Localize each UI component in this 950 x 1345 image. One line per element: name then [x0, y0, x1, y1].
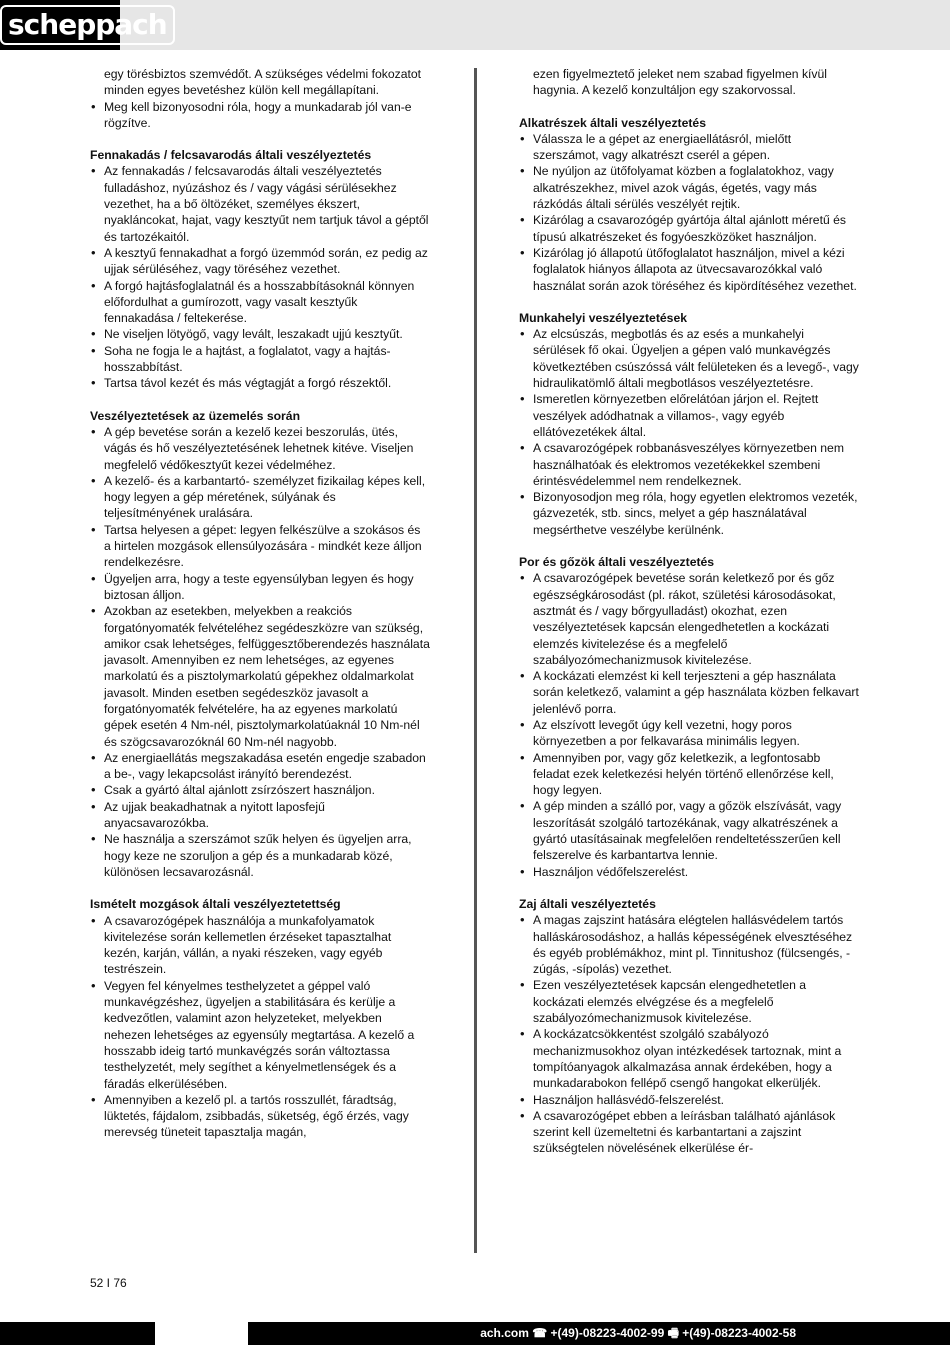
list-item: • A gép bevetése során a kezelő kezei beszorulás, ütés, vágás és hő veszélyeztetésének lehetnek kitéve. Viseljen megfelelő védőkesztyűt kezei védelméhez.	[90, 424, 430, 473]
list-item: • Tartsa távol kezét és más végtagját a forgó részektől.	[90, 375, 430, 391]
list-item: • Ne viseljen lötyögő, vagy levált, leszakadt ujjú kesztyűt.	[90, 326, 430, 342]
bullet-list	[90, 424, 430, 880]
list-item: • Ezen veszélyeztetések kapcsán elengedhetetlen a kockázati elemzés elvégzése és a megfelelő szabályozómechanizmusok kivitelezése.	[519, 977, 859, 1026]
paragraph: ezen figyelmeztető jeleket nem szabad figyelmen kívül hagynia. A kezelő konzultáljon egy szakorvossal.	[533, 67, 828, 98]
section-heading: Zaj általi veszélyeztetés	[519, 896, 656, 911]
bullet-list	[90, 99, 430, 132]
list-item: • Meg kell bizonyosodni róla, hogy a munkadarab jól van-e rögzítve.	[90, 99, 430, 132]
paragraph: egy törésbiztos szemvédőt. A szükséges védelmi fokozatot minden egyes bevetéshez külön kell megállapítani.	[104, 67, 422, 98]
footer-gap	[155, 1322, 248, 1345]
list-item: • A kezelő- és a karbantartó- személyzet fizikailag képes kell, hogy legyen a gép méretének, súlyának és teljesítményének uralására.	[90, 473, 430, 522]
list-item: • A kockázatcsökkentést szolgáló szabályozó mechanizmusokhoz olyan intézkedések tartoznak, mint a tompítóanyagok alkalmazása annak érdekében, hogy a munkadarabokon fellépő csengő hangokat elkerüljék.	[519, 1026, 859, 1091]
list-item: • Amennyiben por, vagy gőz keletkezik, a legfontosabb feladat ezek keletkezési helyén történő ellenőrzése kell, hogy legyen.	[519, 750, 859, 799]
list-item: • Tartsa helyesen a gépet: legyen felkészülve a szokásos és a hirtelen mozgások ellensúlyozására - mindkét keze álljon rendelkezésre.	[90, 522, 430, 571]
footer-bar	[0, 1322, 950, 1345]
list-item: • Az ujjak beakadhatnak a nyitott laposfejű anyacsavarozókba.	[90, 799, 430, 832]
list-item: • A gép minden a szálló por, vagy a gőzök elszívását, vagy leszorítását szolgáló tartozékának, vagy alkatrészének a gyártó utasításainak megfelelően rendeltetésszerűen kell felszerelve és karbantartva lennie.	[519, 798, 859, 863]
section-heading: Veszélyeztetések az üzemelés során	[90, 408, 301, 423]
left-column	[90, 66, 430, 1141]
list-item: • Az fennakadás / felcsavarodás általi veszélyeztetés fulladáshoz, nyúzáshoz és / vagy vágási sérülésekhez vezethet, ha a bő öltözéket, személyes ékszert, nyakláncokat, hajat, vagy kesztyűt nem tartjuk távol a géptől és tartozékaitól.	[90, 163, 430, 244]
list-item: • A csavarozógépek robbanásveszélyes környezetben nem használhatóak és elektromos vezetékekkel szembeni érintésvédelemmel nem rendelkeznek.	[519, 440, 859, 489]
list-item: • Az elcsúszás, megbotlás és az esés a munkahelyi sérülések fő okai. Ügyeljen a gépen való munkavégzés következtében csúszóssá vált felületeken és a levegő-, vagy hidraulikatömlő általi megbotlásos veszélyeztetésre.	[519, 326, 859, 391]
list-item: • A csavarozógépek bevetése során keletkező por és gőz egészségkárosodást (pl. rákot, születési károsodásokat, asztmát és / vagy bőrgyulladást) okozhat, ezen veszélyeztetések kapcsán elengedhetetlen a kockázati elemzés kivitelezése és a megfelelő szabályozómechanizmusok kivitelezése.	[519, 570, 859, 668]
list-item: • Azokban az esetekben, melyekben a reakciós forgatónyomaték felvételéhez segédeszközre van szükség, amikor csak lehetséges, felfüggesztőberendezés használata javasolt. Amennyiben ez nem lehetséges, az egyenes markolatú és a pisztolymarkolatú gépekhez oldalmarkolat javasolt. Minden esetben segédeszköz javasolt a forgatónyomaték felvételére, ha az egyenes markolatú gépek esetén 4 Nm-nél, pisztolymarkolatúaknál 10 Nm-nél és szögcsavarozóknál 60 Nm-nél nagyobb.	[90, 603, 430, 750]
bullet-list	[519, 131, 859, 294]
bullet-list	[90, 163, 430, 391]
list-item: • A kesztyű fennakadhat a forgó üzemmód során, ez pedig az ujjak sérüléséhez, vagy töréséhez vezethet.	[90, 245, 430, 278]
list-item: • Vegyen fel kényelmes testhelyzetet a géppel való munkavégzéshez, ügyeljen a stabilitására és kerülje a kedvezőtlen, valamint azon helyzeteket, melyekben nehezen lehetséges az egyensúly megtartása. A kezelő a hosszabb ideig tartó munkavégzés során változtassa testhelyzetét, mely segíthet a kényelmetlenségek és a fáradás elkerülésében.	[90, 978, 430, 1092]
list-item: • A forgó hajtásfoglalatnál és a hosszabbításoknál könnyen előfordulhat a gumírozott, vagy vasalt kesztyűk fennakadása / feltekerése.	[90, 278, 430, 327]
list-item: • Használjon védőfelszerelést.	[519, 864, 859, 880]
section-heading: Fennakadás / felcsavarodás általi veszélyeztetés	[90, 148, 372, 163]
list-item: • Soha ne fogja le a hajtást, a foglalatot, vagy a hajtás- hosszabbítást.	[90, 343, 430, 376]
section-heading: Alkatrészek általi veszélyeztetés	[519, 115, 706, 130]
list-item: • Ismeretlen környezetben előrelátóan járjon el. Rejtett veszélyek adódhatnak a villamos-, vagy egyéb ellátóvezetékek által.	[519, 391, 859, 440]
footer-contact: ach.com ☎ +(49)-08223-4002-99 🖷 +(49)-08223-4002-58	[480, 1326, 796, 1340]
list-item: • Ügyeljen arra, hogy a teste egyensúlyban legyen és hogy biztosan álljon.	[90, 571, 430, 604]
list-item: • Kizárólag jó állapotú ütőfoglalatot használjon, mivel a kézi foglalatok hiányos állapota az ütvecsavarozókkal való használat során azok töréséhez és kipördítéséhez vezethet.	[519, 245, 859, 294]
list-item: • A csavarozógépek használója a munkafolyamatok kivitelezése során kellemetlen érzéseket tapasztalhat kezén, karján, vállán, a nyaki részeken, vagy egyéb testrészein.	[90, 913, 430, 978]
list-item: • Az energiaellátás megszakadása esetén engedje szabadon a be-, vagy lekapcsolást irányító berendezést.	[90, 750, 430, 783]
list-item: • A kockázati elemzést ki kell terjeszteni a gép használata során keletkező, valamint a gép használata közben felkavart jelenlévő porra.	[519, 668, 859, 717]
list-item: • Válassza le a gépet az energiaellátásról, mielőtt szerszámot, vagy alkatrészt cserél a gépen.	[519, 131, 859, 164]
list-item: • A csavarozógépet ebben a leírásban található ajánlások szerint kell üzemeltetni és karbantartani a zajszint szükségtelen növelésének elkerülése ér-	[519, 1108, 859, 1157]
bullet-list	[519, 570, 859, 880]
list-item: • Amennyiben a kezelő pl. a tartós rosszullét, fáradtság, lüktetés, fájdalom, zsibbadás, süketség, égő érzés, vagy merevség tüneteit tapasztalja magán,	[90, 1092, 430, 1141]
list-item: • Az elszívott levegőt úgy kell vezetni, hogy poros környezetben a por felkavarása minimális legyen.	[519, 717, 859, 750]
bullet-list	[90, 913, 430, 1141]
bullet-list	[519, 912, 859, 1156]
page-number: 52 I 76	[90, 1276, 127, 1290]
section-heading: Por és gőzök általi veszélyeztetés	[519, 555, 715, 570]
list-item: • A magas zajszint hatására elégtelen hallásvédelem tartós halláskárosodáshoz, a hallás képességének elvesztéséhez és egyéb problémákhoz, mint pl. Tinnitushoz (fülcsengés, -zúgás, -sípolás) vezethet.	[519, 912, 859, 977]
bullet-list	[519, 326, 859, 538]
list-item: • Ne használja a szerszámot szűk helyen és ügyeljen arra, hogy keze ne szoruljon a gép és a munkadarab közé, különösen lecsavarozásnál.	[90, 831, 430, 880]
list-item: • Csak a gyártó által ajánlott zsírzószert használjon.	[90, 782, 430, 798]
list-item: • Ne nyúljon az ütőfolyamat közben a foglalatokhoz, vagy alkatrészekhez, mivel azok vágás, égetés, vagy más rázkódás általi sérülés veszélyét rejtik.	[519, 163, 859, 212]
list-item: • Kizárólag a csavarozógép gyártója által ajánlott méretű és típusú alkatrészeket és fogyóeszközöket használjon.	[519, 212, 859, 245]
list-item: • Bizonyosodjon meg róla, hogy egyetlen elektromos vezeték, gázvezeték, stb. sincs, melyet a gép használatával megsérthetve veszélybe kerülnénk.	[519, 489, 859, 538]
section-heading: Ismételt mozgások általi veszélyeztetettség	[90, 897, 341, 912]
brand-logo	[0, 0, 167, 50]
brand-logo-text: scheppach	[0, 5, 175, 45]
right-column	[519, 66, 859, 1157]
column-divider	[474, 68, 477, 1253]
list-item: • Használjon hallásvédő-felszerelést.	[519, 1092, 859, 1108]
section-heading: Munkahelyi veszélyeztetések	[519, 310, 688, 325]
